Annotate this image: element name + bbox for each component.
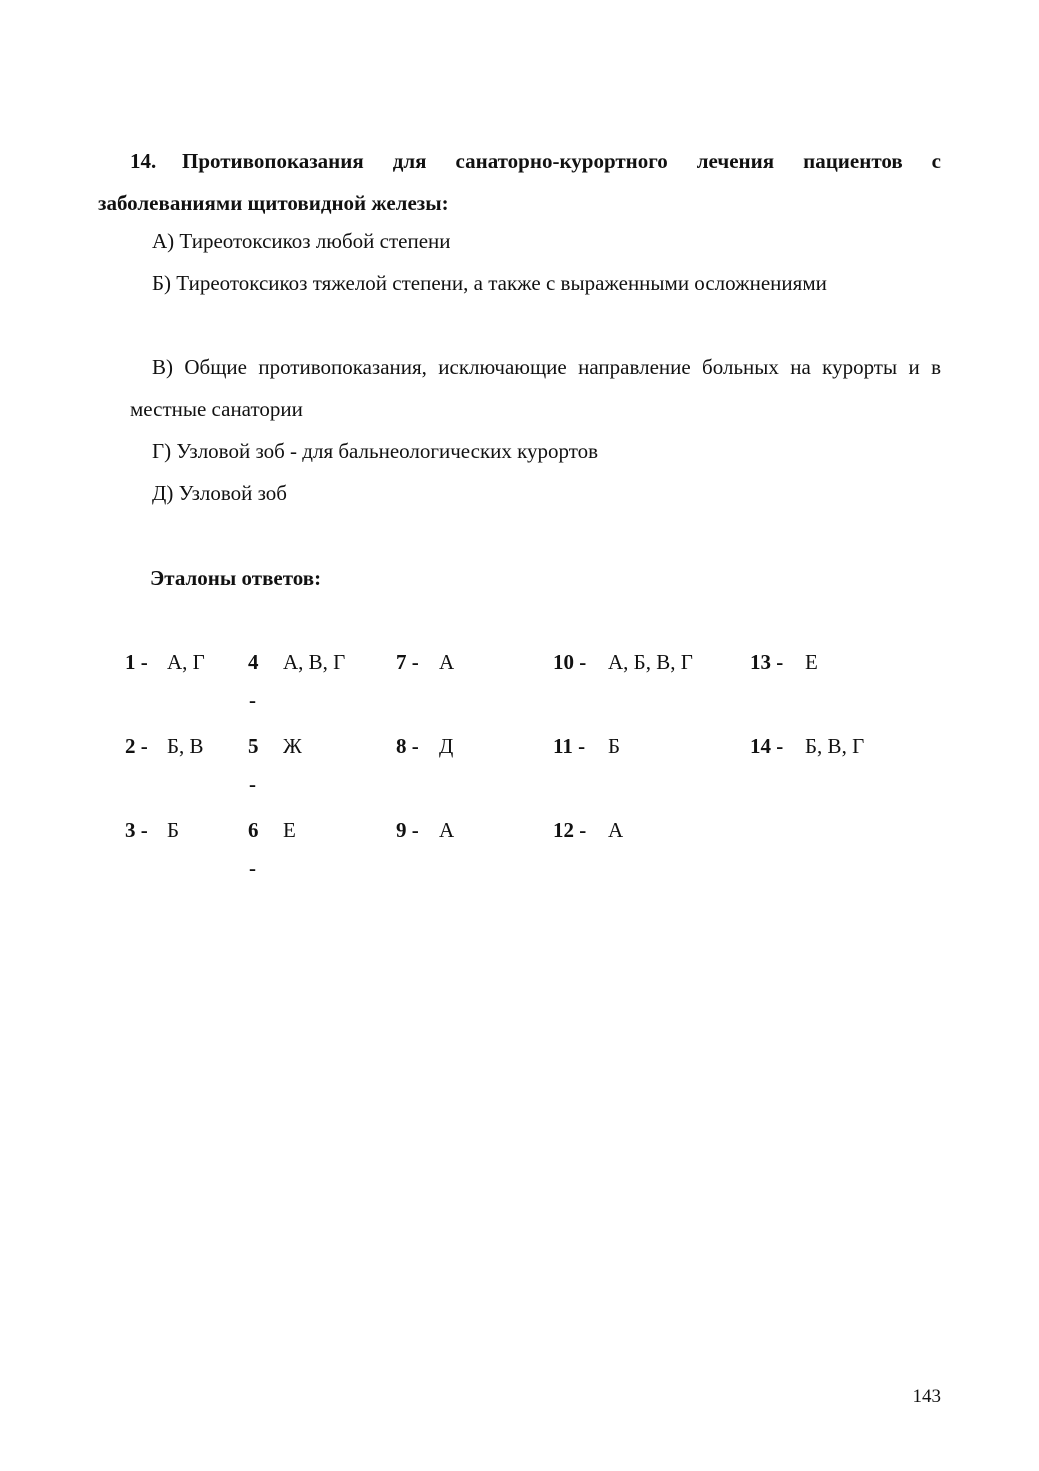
answer-option-g: Г) Узловой зоб - для бальнеологических курортов: [152, 439, 599, 463]
question-title: [98, 140, 941, 224]
answer-number: 6: [248, 818, 259, 842]
answer-number-dash: -: [249, 688, 256, 712]
answer-value: Е: [283, 818, 296, 842]
question-text: Противопоказания для санаторно-курортного лечения пациентов с заболеваниями щитовидной железы:: [98, 149, 941, 215]
answer-number-dash: -: [249, 856, 256, 880]
answer-number: 7 -: [396, 650, 419, 674]
page-number: 143: [912, 1386, 941, 1407]
answer-number: 5: [248, 734, 259, 758]
answer-value: Б, В: [167, 734, 204, 758]
answer-value: Б, В, Г: [805, 734, 865, 758]
answer-value: Б: [608, 734, 621, 758]
answer-value: А: [439, 818, 455, 842]
answer-value: А: [608, 818, 624, 842]
answer-value: Д: [439, 734, 454, 758]
answer-value: А, В, Г: [283, 650, 346, 674]
answer-number: 9 -: [396, 818, 419, 842]
answer-option-d: Д) Узловой зоб: [152, 481, 287, 505]
answer-number: 1 -: [125, 650, 148, 674]
answer-value: Б: [167, 818, 180, 842]
answer-number: 13 -: [750, 650, 784, 674]
answer-option-b: Б) Тиреотоксикоз тяжелой степени, а также с выраженными осложнениями: [152, 271, 827, 295]
answer-value: Е: [805, 650, 818, 674]
answer-number-dash: -: [249, 772, 256, 796]
answer-number: 2 -: [125, 734, 148, 758]
answer-number: 12 -: [553, 818, 587, 842]
answer-number: 3 -: [125, 818, 148, 842]
answer-option-v: В) Общие противопоказания, исключающие направление больных на курорты и в местные санатории: [130, 355, 941, 421]
answer-number: 8 -: [396, 734, 419, 758]
answer-number: 4: [248, 650, 259, 674]
answer-number: 14 -: [750, 734, 784, 758]
answer-value: А, Г: [167, 650, 205, 674]
answer-option-a: А) Тиреотоксикоз любой степени: [152, 229, 451, 253]
answer-value: А: [439, 650, 455, 674]
answer-key-title: Эталоны ответов:: [150, 566, 322, 590]
answer-value: А, Б, В, Г: [608, 650, 693, 674]
answer-number: 11 -: [553, 734, 586, 758]
answer-value: Ж: [283, 734, 302, 758]
question-number: 14.: [130, 149, 157, 173]
answer-number: 10 -: [553, 650, 587, 674]
